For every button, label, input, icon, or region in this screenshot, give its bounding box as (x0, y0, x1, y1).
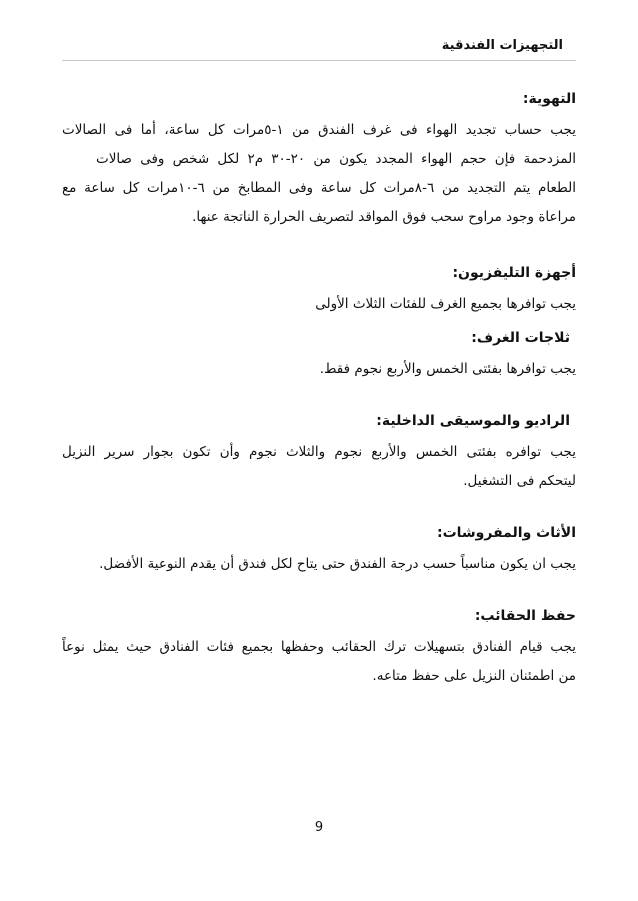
section-ventilation (62, 88, 576, 232)
section-tv-sets (62, 262, 576, 319)
paragraph-line: مراعاة وجود مراوح سحب فوق المواقد لتصريف الحرارة الناتجة عنها. (192, 209, 576, 225)
section-paragraph-ventilation (62, 116, 576, 232)
paragraph-line: يجب قيام الفنادق بتسهيلات ترك الحقائب وحفظها بجميع فئات الفنادق حيث يمثل نوعاً (62, 639, 576, 655)
section-paragraph-tv-sets (62, 290, 576, 319)
document-body (62, 88, 576, 691)
section-radio-music (62, 410, 576, 496)
section-luggage-storage (62, 605, 576, 691)
section-title-luggage-storage: حفظ الحقائب: (474, 608, 576, 624)
section-title-radio-music: الراديو والموسيقى الداخلية: (376, 413, 570, 429)
paragraph-line: يجب توافره بفئتى الخمس والأربع نجوم والثلاث نجوم وأن تكون بجوار سرير النزيل (62, 444, 576, 460)
section-title-furniture: الأثاث والمفروشات: (436, 525, 576, 541)
section-paragraph-radio-music (62, 438, 576, 496)
paragraph-line: يجب ان يكون مناسباً حسب درجة الفندق حتى يتاح لكل فندق أن يقدم النوعية الأفضل. (99, 556, 576, 572)
section-furniture (62, 522, 576, 579)
section-title-ventilation: التهوية: (522, 91, 576, 107)
header-divider (62, 60, 576, 61)
paragraph-line: المزدحمة فإن حجم الهواء المجدد يكون من ٢٠-٣٠ م٢ لكل شخص وفى صالات (96, 151, 576, 167)
paragraph-line: يجب حساب تجديد الهواء فى غرف الفندق من ١-٥مرات كل ساعة، أما فى الصالات (62, 122, 577, 138)
paragraph-line: من اطمئنان النزيل على حفظ متاعه. (372, 668, 576, 684)
section-room-fridges (62, 327, 576, 384)
paragraph-line: يجب توافرها بفئتى الخمس والأربع نجوم فقط. (319, 361, 576, 377)
section-paragraph-room-fridges (62, 355, 576, 384)
paragraph-line: ليتحكم فى التشغيل. (463, 473, 576, 489)
section-paragraph-luggage-storage (62, 633, 576, 691)
page-header-title: التجهيزات الفندقية (441, 38, 563, 53)
section-title-room-fridges: ثلاجات الغرف: (471, 330, 570, 346)
paragraph-line: يجب توافرها بجميع الغرف للفئات الثلاث الأولى (315, 296, 576, 312)
paragraph-line: الطعام يتم التجديد من ٦-٨مرات كل ساعة وفى المطابخ من ٦-١٠مرات كل ساعة مع (62, 180, 576, 196)
page-number: 9 (314, 820, 324, 835)
section-paragraph-furniture (62, 550, 576, 579)
section-title-tv-sets: أجهزة التليفزيون: (452, 265, 576, 281)
